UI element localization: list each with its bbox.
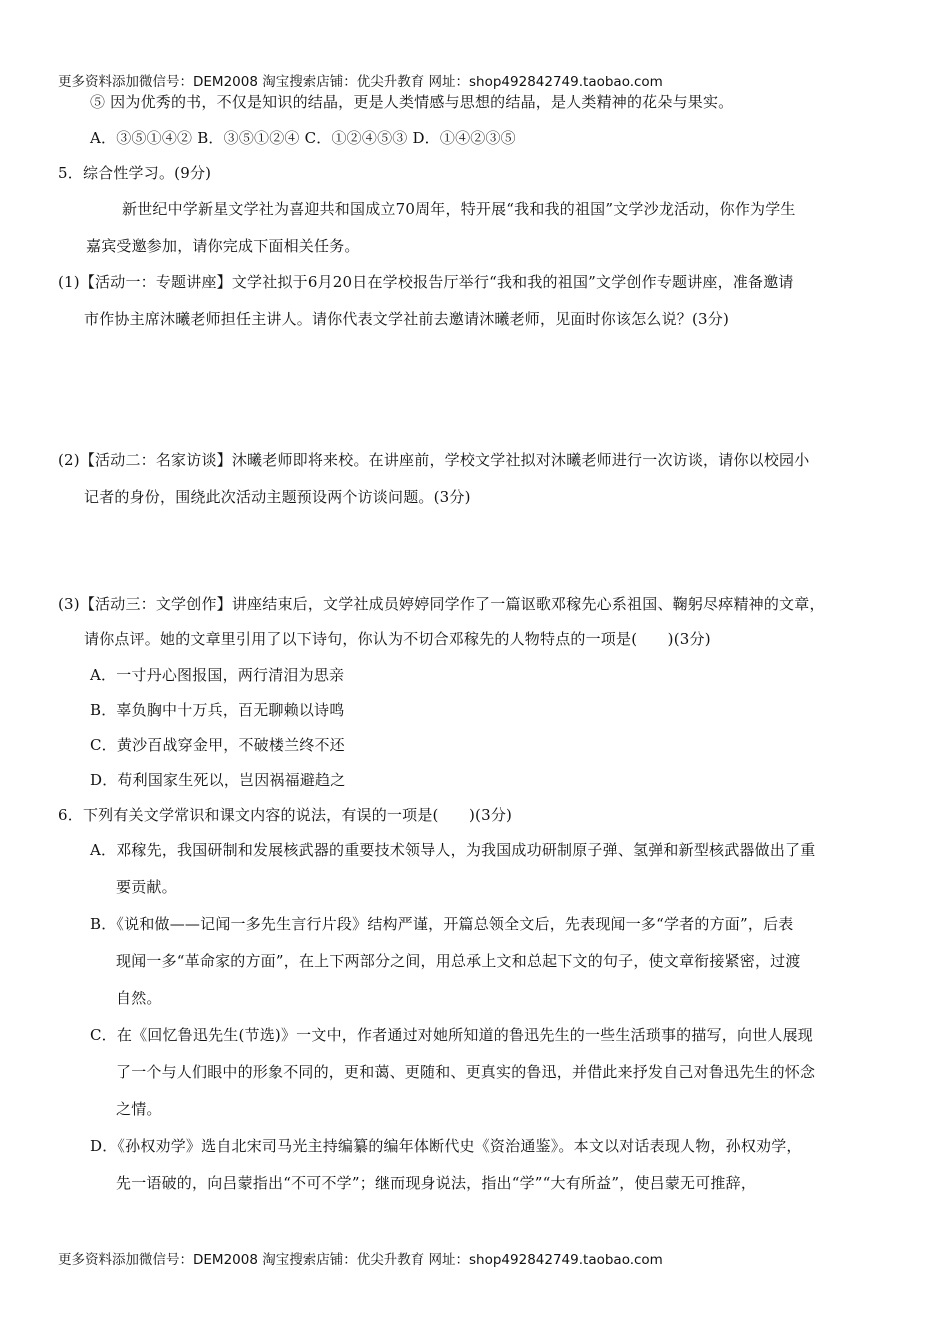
q5-option-c: C．黄沙百战穿金甲，不破楼兰终不还 xyxy=(90,736,345,754)
q5-title: 5．综合性学习。(9分) xyxy=(58,164,212,182)
q4-options: A．③⑤①④② B．③⑤①②④ C．①②④⑤③ D．①④②③⑤ xyxy=(90,129,516,147)
q6-option-d-line-2: 先一语破的，向吕蒙指出“不可不学”；继而现身说法，指出“学”“大有所益”，使吕蒙无可推辞， xyxy=(116,1174,757,1192)
q5-sub2-line-1: (2)【活动二：名家访谈】沐曦老师即将来校。在讲座前，学校文学社拟对沐曦老师进行一次访谈，请你以校园小 xyxy=(58,451,810,469)
q6-option-c-line-3: 之情。 xyxy=(116,1100,162,1118)
q5-option-a: A．一寸丹心图报国，两行清泪为思亲 xyxy=(90,666,345,684)
page-header-watermark: 更多资料添加微信号：DEM2008 淘宝搜索店铺：优尖升教育 网址：shop492842749.taobao.com xyxy=(58,74,663,90)
q5-sub1-line-1: (1)【活动一：专题讲座】文学社拟于6月20日在学校报告厅举行“我和我的祖国”文学创作专题讲座，准备邀请 xyxy=(58,273,794,291)
q6-option-b-line-1: B．《说和做——记闻一多先生言行片段》结构严谨，开篇总领全文后，先表现闻一多“学者的方面”，后表 xyxy=(90,915,794,933)
q5-intro-line-1: 新世纪中学新星文学社为喜迎共和国成立70周年，特开展“我和我的祖国”文学沙龙活动，你作为学生 xyxy=(122,200,796,218)
q4-item-5: ⑤ 因为优秀的书，不仅是知识的结晶，更是人类情感与思想的结晶，是人类精神的花朵与果实。 xyxy=(90,93,734,111)
page-footer-watermark: 更多资料添加微信号：DEM2008 淘宝搜索店铺：优尖升教育 网址：shop492842749.taobao.com xyxy=(58,1252,663,1268)
q5-sub3-line-2: 请你点评。她的文章里引用了以下诗句，你认为不切合邓稼先的人物特点的一项是( )(3分) xyxy=(84,630,711,648)
q6-option-d-line-1: D．《孙权劝学》选自北宋司马光主持编纂的编年体断代史《资治通鉴》。本文以对话表现人物，孙权劝学， xyxy=(90,1137,802,1155)
q6-title: 6．下列有关文学常识和课文内容的说法，有误的一项是( )(3分) xyxy=(58,806,513,824)
q5-sub3-line-1: (3)【活动三：文学创作】讲座结束后，文学社成员婷婷同学作了一篇讴歌邓稼先心系祖国、鞠躬尽瘁精神的文章， xyxy=(58,595,825,613)
q5-option-b: B．辜负胸中十万兵，百无聊赖以诗鸣 xyxy=(90,701,345,719)
q6-option-b-line-3: 自然。 xyxy=(116,989,162,1007)
q6-option-a-line-2: 要贡献。 xyxy=(116,878,177,896)
q6-option-c-line-2: 了一个与人们眼中的形象不同的，更和蔼、更随和、更真实的鲁迅，并借此来抒发自己对鲁迅先生的怀念 xyxy=(116,1063,816,1081)
q6-option-a-line-1: A．邓稼先，我国研制和发展核武器的重要技术领导人，为我国成功研制原子弹、氢弹和新型核武器做出了重 xyxy=(90,841,816,859)
q6-option-c-line-1: C．在《回忆鲁迅先生(节选)》一文中，作者通过对她所知道的鲁迅先生的一些生活琐事的描写，向世人展现 xyxy=(90,1026,813,1044)
q5-intro-line-2: 嘉宾受邀参加，请你完成下面相关任务。 xyxy=(86,237,360,255)
q6-option-b-line-2: 现闻一多“革命家的方面”，在上下两部分之间，用总承上文和总起下文的句子，使文章衔接紧密，过渡 xyxy=(116,952,801,970)
q5-sub1-line-2: 市作协主席沐曦老师担任主讲人。请你代表文学社前去邀请沐曦老师，见面时你该怎么说？(3分) xyxy=(84,310,730,328)
q5-option-d: D．苟利国家生死以，岂因祸福避趋之 xyxy=(90,771,346,789)
q5-sub2-line-2: 记者的身份，围绕此次活动主题预设两个访谈问题。(3分) xyxy=(84,488,471,506)
